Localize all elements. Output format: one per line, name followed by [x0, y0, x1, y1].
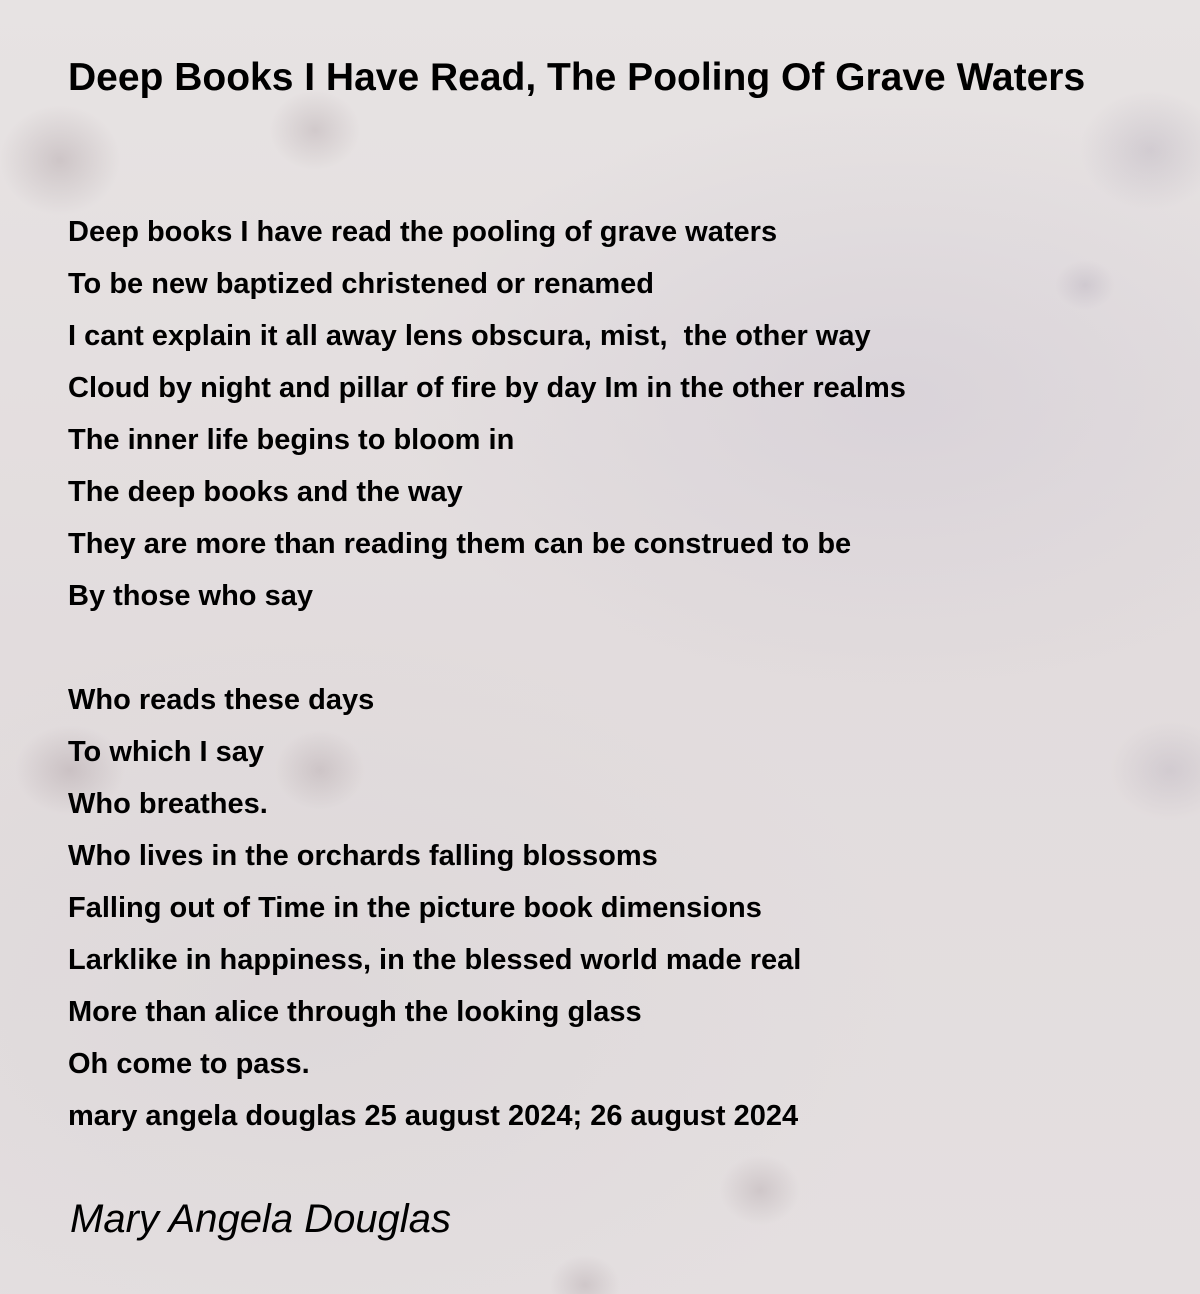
poem-line: More than alice through the looking glass: [68, 996, 642, 1028]
stanza-break: [68, 622, 1148, 674]
poem-dateline: mary angela douglas 25 august 2024; 26 august 2024: [68, 1100, 799, 1132]
poem-line: Oh come to pass.: [68, 1048, 310, 1080]
poem-line: The inner life begins to bloom in: [68, 424, 515, 456]
poem-line: Who breathes.: [68, 788, 268, 820]
poem-line: Who reads these days: [68, 684, 375, 716]
poem-line: By those who say: [68, 580, 313, 612]
poem-line: To be new baptized christened or renamed: [68, 268, 655, 300]
poem-author: Mary Angela Douglas: [70, 1197, 451, 1241]
poem-line: Deep books I have read the pooling of grave waters: [68, 216, 778, 248]
poem-line: Who lives in the orchards falling blossoms: [68, 840, 658, 872]
poem-line: They are more than reading them can be construed to be: [68, 528, 852, 560]
poem-line: Cloud by night and pillar of fire by day Im in the other realms: [68, 372, 906, 404]
poem-line: The deep books and the way: [68, 476, 463, 508]
poem-line: Larklike in happiness, in the blessed world made real: [68, 944, 802, 976]
poem-title: Deep Books I Have Read, The Pooling Of Grave Waters: [68, 56, 1086, 99]
poem-line: To which I say: [68, 736, 265, 768]
poem-line: Falling out of Time in the picture book dimensions: [68, 892, 762, 924]
poem-body: [68, 206, 1148, 1142]
poem-line: I cant explain it all away lens obscura, mist, the other way: [68, 320, 871, 352]
